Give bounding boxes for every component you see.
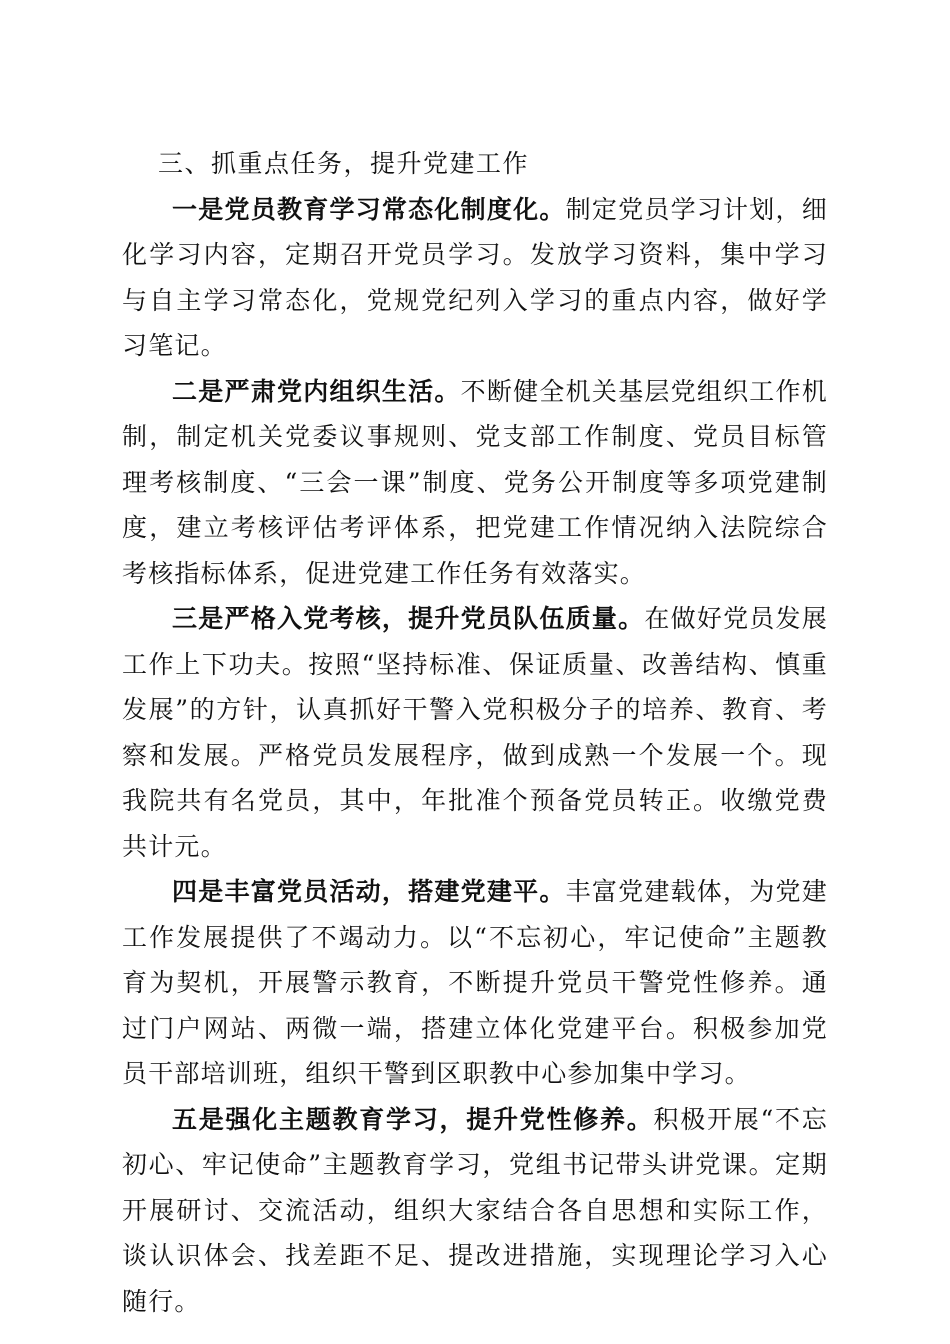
paragraph-2	[122, 369, 828, 597]
paragraph-lead: 二是严肃党内组织生活。	[172, 376, 461, 406]
document-body	[122, 141, 828, 1324]
paragraph-lead: 三是严格入党考核，提升党员队伍质量。	[172, 604, 645, 633]
paragraph-body: 制定党员学习计划，细化学习内容，定期召开党员学习。发放学习资料，集中学习与自主学习常态化，党规党纪列入学习的重点内容，做好学习笔记。	[122, 194, 828, 360]
paragraph-lead: 五是强化主题教育学习，提升党性修养。	[172, 1104, 654, 1134]
paragraph-4	[122, 869, 828, 1097]
section-heading: 三、抓重点任务，提升党建工作	[158, 149, 530, 178]
paragraph-lead: 四是丰富党员活动，搭建党建平。	[172, 877, 566, 906]
paragraph-lead: 一是党员教育学习常态化制度化。	[172, 194, 566, 224]
paragraph-3	[122, 596, 828, 869]
paragraph-body: 丰富党建载体，为党建工作发展提供了不竭动力。以“不忘初心，牢记使命”主题教育为契机，开展警示教育，不断提升党员干警党性修养。通过门户网站、两微一端，搭建立体化党建平台。积极参加党员干部培训班，组织干警到区职教中心参加集中学习。	[122, 877, 828, 1088]
paragraph-body: 积极开展“不忘初心、牢记使命”主题教育学习，党组书记带头讲党课。定期开展研讨、交流活动，组织大家结合各自思想和实际工作，谈认识体会、找差距不足、提改进措施，实现理论学习入心随行。	[122, 1104, 828, 1316]
paragraph-body: 不断健全机关基层党组织工作机制，制定机关党委议事规则、党支部工作制度、党员目标管理考核制度、“三会一课”制度、党务公开制度等多项党建制度，建立考核评估考评体系，把党建工作情况纳入法院综合考核指标体系，促进党建工作任务有效落实。	[122, 376, 828, 588]
paragraph-body: 在做好党员发展工作上下功夫。按照“坚持标准、保证质量、改善结构、慎重发展”的方针，认真抓好干警入党积极分子的培养、教育、考察和发展。严格党员发展程序，做到成熟一个发展一个。现我院共有名党员，其中，年批准个预备党员转正。收缴党费共计元。	[122, 604, 828, 861]
paragraph-5	[122, 1097, 828, 1325]
paragraph-1	[122, 187, 828, 369]
